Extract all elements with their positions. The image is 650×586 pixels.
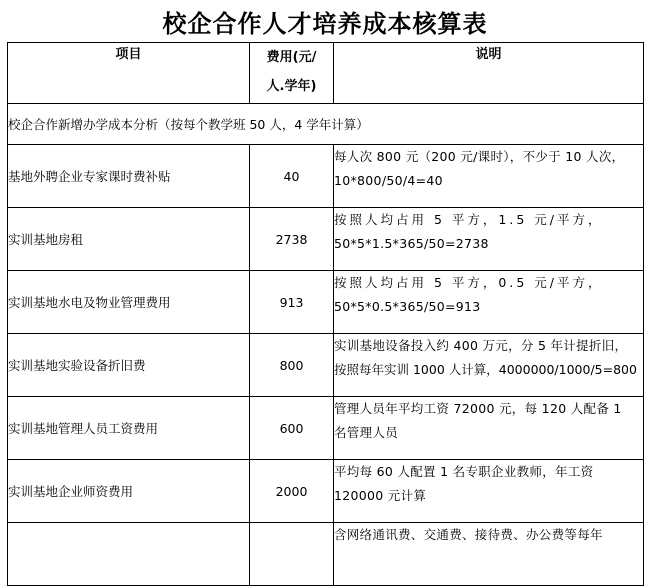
header-item: 项目 [8, 43, 250, 104]
row-desc [334, 334, 644, 397]
row-desc-line2: 名管理人员 [334, 425, 399, 440]
row-desc-line1: 每人次 800 元（200 元/课时），不少于 10 人次， [334, 149, 625, 164]
row-desc-line1: 管理人员年平均工资 72000 元，每 120 人配备 1 [334, 401, 622, 416]
cost-table [7, 42, 644, 586]
header-fee-line2: 人.学年) [266, 79, 317, 94]
row-item: 实训基地企业师资费用 [8, 460, 250, 523]
row-item: 实训基地房租 [8, 208, 250, 271]
row-fee [250, 523, 334, 586]
row-item: 实训基地水电及物业管理费用 [8, 271, 250, 334]
row-desc [334, 397, 644, 460]
row-fee: 2000 [250, 460, 334, 523]
page-title: 校企合作人才培养成本核算表 [162, 9, 488, 38]
section-label: 校企合作新增办学成本分析（按每个教学班 50 人，4 学年计算） [8, 104, 644, 145]
header-desc: 说明 [334, 43, 644, 104]
row-fee: 600 [250, 397, 334, 460]
row-desc-line1: 平均每 60 人配置 1 名专职企业教师，年工资 [334, 464, 594, 479]
row-fee: 2738 [250, 208, 334, 271]
row-item [8, 523, 250, 586]
section-row [8, 104, 644, 145]
table-row [8, 208, 644, 271]
table-row [8, 334, 644, 397]
table-row [8, 460, 644, 523]
header-fee [250, 43, 334, 104]
header-fee-line1: 费用(元/ [266, 50, 317, 65]
row-desc-line2: 50*5*0.5*365/50=913 [334, 299, 481, 314]
table-row [8, 397, 644, 460]
row-fee: 913 [250, 271, 334, 334]
row-desc-line2: 50*5*1.5*365/50=2738 [334, 236, 489, 251]
row-desc [334, 145, 644, 208]
row-desc-line2: 按照每年实训 1000 人计算，4000000/1000/5=800 [334, 362, 637, 377]
row-desc-line1: 按照人均占用 5 平方，1.5 元/平方， [334, 212, 604, 227]
row-desc [334, 271, 644, 334]
table-row [8, 145, 644, 208]
row-fee: 40 [250, 145, 334, 208]
row-desc-line1: 按照人均占用 5 平方，0.5 元/平方， [334, 275, 604, 290]
table-row [8, 523, 644, 586]
row-desc [334, 460, 644, 523]
table-row [8, 271, 644, 334]
row-desc-line1: 实训基地设备投入约 400 万元，分 5 年计提折旧， [334, 338, 628, 353]
row-desc-line2: 120000 元计算 [334, 488, 427, 503]
row-desc [334, 523, 644, 586]
row-item: 实训基地管理人员工资费用 [8, 397, 250, 460]
header-row [8, 43, 644, 104]
row-desc [334, 208, 644, 271]
row-desc-line2: 10*800/50/4=40 [334, 173, 443, 188]
row-desc-line1: 含网络通讯费、交通费、接待费、办公费等每年 [334, 527, 603, 542]
row-item: 实训基地实验设备折旧费 [8, 334, 250, 397]
row-item: 基地外聘企业专家课时费补贴 [8, 145, 250, 208]
row-fee: 800 [250, 334, 334, 397]
